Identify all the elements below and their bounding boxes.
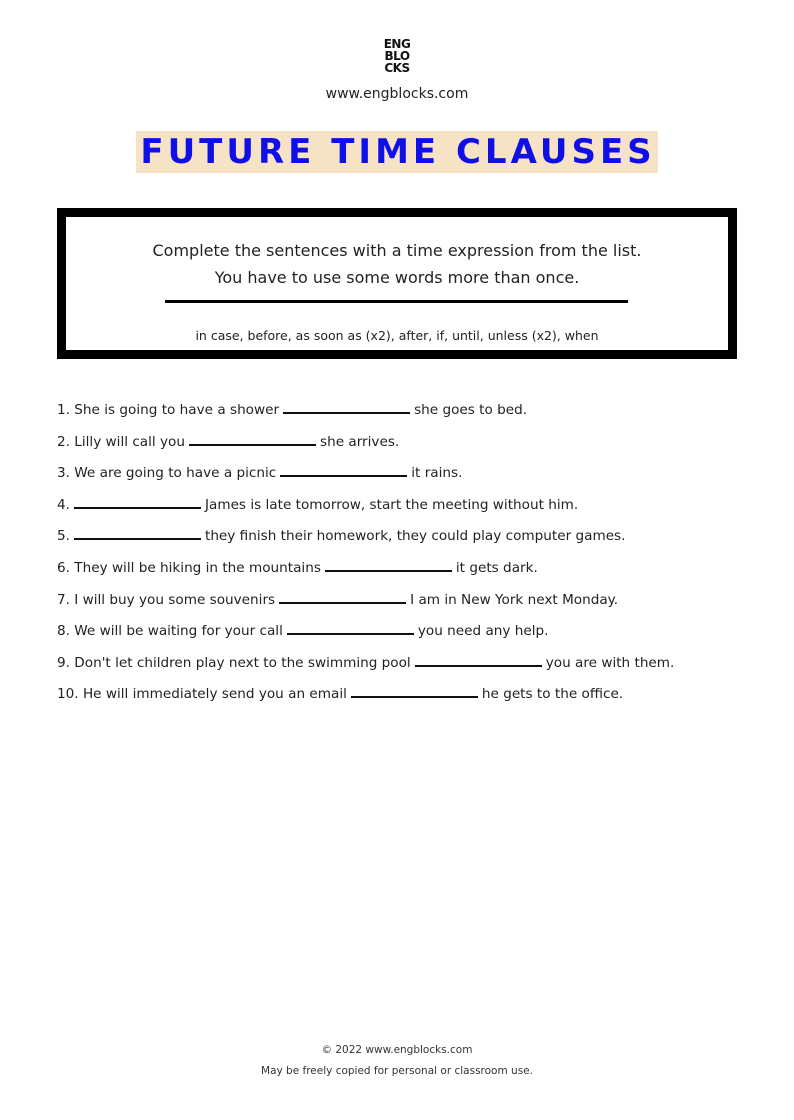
exercise-text-before: 1. She is going to have a shower bbox=[57, 402, 280, 418]
word-list: in case, before, as soon as (x2), after, if, until, unless (x2), when bbox=[195, 328, 599, 343]
exercise-text-before: 4. bbox=[57, 496, 70, 513]
divider bbox=[165, 300, 628, 303]
exercise-item bbox=[57, 556, 757, 588]
exercise-text-after: he gets to the office. bbox=[481, 686, 624, 703]
exercise-text-before: 5. bbox=[57, 528, 70, 545]
page-title: FUTURE TIME CLAUSES bbox=[136, 131, 657, 173]
exercise-text-after: it rains. bbox=[411, 465, 463, 482]
answer-blank[interactable] bbox=[283, 398, 410, 414]
exercise-item bbox=[57, 619, 757, 651]
logo-line: CKS bbox=[384, 61, 410, 75]
logo-line: BLO bbox=[384, 49, 410, 63]
answer-blank[interactable] bbox=[415, 651, 542, 667]
footer-notice: May be freely copied for personal or classroom use. bbox=[261, 1065, 533, 1077]
exercise-item bbox=[57, 524, 757, 556]
exercise-text-before: 7. I will buy you some souvenirs bbox=[57, 591, 276, 608]
exercise-item bbox=[57, 461, 757, 493]
instruction-line-2: You have to use some words more than once. bbox=[214, 268, 580, 287]
answer-blank[interactable] bbox=[74, 493, 201, 509]
exercise-text-after: I am in New York next Monday. bbox=[410, 591, 619, 608]
exercise-item bbox=[57, 588, 757, 620]
exercise-text-after: you are with them. bbox=[545, 654, 675, 671]
answer-blank[interactable] bbox=[74, 524, 201, 540]
exercise-item bbox=[57, 493, 757, 525]
exercise-text-after: James is late tomorrow, start the meeting without him. bbox=[204, 496, 579, 513]
instructions-box bbox=[57, 208, 737, 359]
exercise-list bbox=[57, 398, 757, 714]
answer-blank[interactable] bbox=[287, 619, 414, 635]
logo-line: ENG bbox=[383, 37, 411, 51]
title-wrapper bbox=[0, 131, 794, 173]
answer-blank[interactable] bbox=[280, 461, 407, 477]
answer-blank[interactable] bbox=[325, 556, 452, 572]
answer-blank[interactable] bbox=[351, 682, 478, 698]
engblocks-logo bbox=[0, 38, 794, 74]
exercise-text-before: 10. He will immediately send you an email bbox=[57, 686, 347, 703]
instruction-line-1: Complete the sentences with a time expression from the list. bbox=[152, 241, 642, 260]
exercise-text-after: it gets dark. bbox=[455, 559, 538, 576]
site-url[interactable]: www.engblocks.com bbox=[325, 86, 469, 102]
exercise-text-after: she arrives. bbox=[320, 433, 400, 450]
exercise-text-before: 8. We will be waiting for your call bbox=[57, 623, 283, 640]
exercise-item bbox=[57, 651, 757, 683]
exercise-text-before: 9. Don't let children play next to the swimming pool bbox=[57, 654, 411, 671]
footer-copyright: © 2022 www.engblocks.com bbox=[321, 1044, 473, 1056]
answer-blank[interactable] bbox=[279, 588, 406, 604]
exercise-item bbox=[57, 398, 757, 430]
exercise-text-after: you need any help. bbox=[417, 623, 549, 640]
exercise-text-before: 2. Lilly will call you bbox=[57, 433, 185, 450]
exercise-text-after: they finish their homework, they could play computer games. bbox=[204, 528, 626, 545]
answer-blank[interactable] bbox=[189, 430, 316, 446]
exercise-text-before: 6. They will be hiking in the mountains bbox=[57, 559, 321, 576]
exercise-text-after: she goes to bed. bbox=[414, 402, 528, 418]
exercise-item bbox=[57, 430, 757, 462]
exercise-text-before: 3. We are going to have a picnic bbox=[57, 465, 277, 482]
exercise-item bbox=[57, 682, 757, 714]
